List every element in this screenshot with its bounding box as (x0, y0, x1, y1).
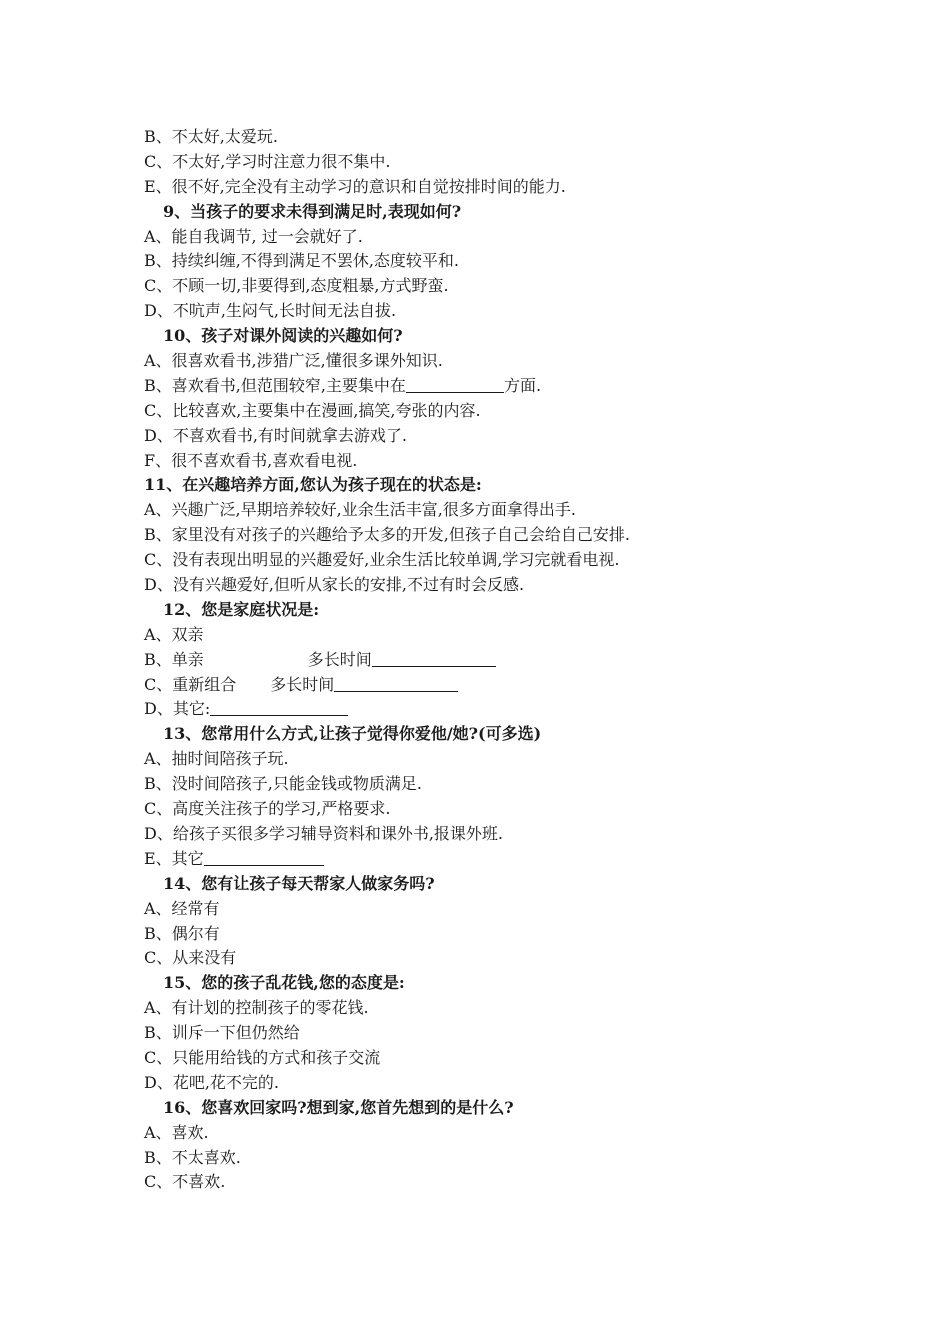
option-text: B、没时间陪孩子,只能金钱或物质满足. (144, 774, 422, 794)
answer-option (144, 274, 864, 299)
option-text: B、偶尔有 (144, 923, 220, 943)
answer-option (144, 1046, 864, 1071)
option-text: D、不喜欢看书,有时间就拿去游戏了. (144, 425, 408, 445)
option-text: E、很不好,完全没有主动学习的意识和自觉按排时间的能力. (144, 176, 566, 196)
option-text: C、没有表现出明显的兴趣爱好,业余生活比较单调,学习完就看电视. (144, 550, 620, 570)
question-heading (144, 324, 864, 349)
answer-option (144, 573, 864, 598)
answer-option (144, 897, 864, 922)
question-heading (144, 722, 864, 747)
question-heading (144, 598, 864, 623)
option-text: A、喜欢. (144, 1122, 209, 1142)
option-text: C、不顾一切,非要得到,态度粗暴,方式野蛮. (144, 276, 449, 296)
answer-option (144, 797, 864, 822)
option-text: B、不太好,太爱玩. (144, 127, 278, 146)
answer-option (144, 548, 864, 573)
option-text: D、不吭声,生闷气,长时间无法自拔. (144, 301, 397, 321)
question-heading (144, 872, 864, 897)
option-text: E、其它 (144, 848, 204, 868)
question-heading (144, 1096, 864, 1121)
option-text: C、比较喜欢,主要集中在漫画,搞笑,夸张的内容. (144, 400, 481, 420)
question-text: 14、您有让孩子每天帮家人做家务吗? (163, 873, 435, 893)
fill-in-blank[interactable] (204, 849, 324, 866)
answer-option (144, 225, 864, 250)
answer-option (144, 996, 864, 1021)
question-text: 9、当孩子的要求未得到满足时,表现如何? (163, 201, 462, 221)
answer-option (144, 349, 864, 374)
option-text: A、很喜欢看书,涉猎广泛,懂很多课外知识. (144, 351, 443, 371)
option-text: D、给孩子买很多学习辅导资料和课外书,报课外班. (144, 823, 504, 843)
answer-option (144, 299, 864, 324)
option-text: C、不太好,学习时注意力很不集中. (144, 151, 391, 171)
option-text: C、只能用给钱的方式和孩子交流 (144, 1047, 381, 1067)
answer-option (144, 772, 864, 797)
answer-option (144, 673, 864, 698)
fill-in-blank[interactable] (372, 650, 496, 667)
question-heading (144, 473, 864, 498)
answer-option (144, 922, 864, 947)
answer-option (144, 1121, 864, 1146)
answer-option (144, 697, 864, 722)
option-text: B、训斥一下但仍然给 (144, 1023, 300, 1043)
option-text: B、单亲 (144, 649, 204, 669)
option-text-suffix: 方面. (503, 375, 542, 395)
answer-option (144, 623, 864, 648)
duration-label: 多长时间 (270, 674, 335, 694)
answer-option (144, 747, 864, 772)
answer-option (144, 449, 864, 474)
option-text: C、从来没有 (144, 948, 237, 968)
question-heading (144, 200, 864, 225)
answer-option (144, 424, 864, 449)
option-text: A、抽时间陪孩子玩. (144, 749, 289, 769)
answer-option (144, 150, 864, 175)
answer-option (144, 648, 864, 673)
option-text: C、重新组合 (144, 674, 237, 694)
option-text: B、持续纠缠,不得到满足不罢休,态度较平和. (144, 251, 460, 271)
option-text: B、不太喜欢. (144, 1147, 241, 1167)
option-text: A、经常有 (144, 898, 220, 918)
answer-option (144, 399, 864, 424)
answer-option (144, 175, 864, 200)
questionnaire-body (144, 125, 864, 1195)
answer-option (144, 946, 864, 971)
answer-option (144, 523, 864, 548)
option-text: A、兴趣广泛,早期培养较好,业余生活丰富,很多方面拿得出手. (144, 500, 576, 520)
answer-option (144, 847, 864, 872)
fill-in-blank[interactable] (406, 376, 504, 393)
answer-option (144, 1170, 864, 1195)
option-text: A、双亲 (144, 624, 204, 644)
answer-option (144, 374, 864, 399)
option-text: A、能自我调节, 过一会就好了. (144, 226, 363, 246)
question-text: 15、您的孩子乱花钱,您的态度是: (163, 973, 405, 993)
answer-option (144, 1021, 864, 1046)
answer-option (144, 1146, 864, 1171)
option-text: F、很不喜欢看书,喜欢看电视. (144, 450, 358, 470)
option-text: D、没有兴趣爱好,但听从家长的安排,不过有时会反感. (144, 575, 525, 595)
option-text: D、其它: (144, 699, 211, 719)
option-text: A、有计划的控制孩子的零花钱. (144, 998, 369, 1018)
question-text: 12、您是家庭状况是: (163, 599, 320, 619)
fill-in-blank[interactable] (334, 675, 458, 692)
answer-option (144, 822, 864, 847)
option-text: B、家里没有对孩子的兴趣给予太多的开发,但孩子自己会给自己安排. (144, 525, 630, 545)
answer-option (144, 249, 864, 274)
answer-option (144, 1071, 864, 1096)
option-text: C、不喜欢. (144, 1172, 226, 1192)
duration-label: 多长时间 (307, 649, 372, 669)
option-text: C、高度关注孩子的学习,严格要求. (144, 799, 391, 819)
question-heading (144, 971, 864, 996)
question-text: 10、孩子对课外阅读的兴趣如何? (163, 326, 403, 346)
answer-option (144, 125, 864, 150)
fill-in-blank[interactable] (210, 699, 348, 716)
question-text: 11、在兴趣培养方面,您认为孩子现在的状态是: (144, 475, 482, 495)
question-text: 13、您常用什么方式,让孩子觉得你爱他/她?(可多选) (163, 724, 542, 744)
option-text: D、花吧,花不完的. (144, 1072, 280, 1092)
option-text: B、喜欢看书,但范围较窄,主要集中在 (144, 375, 406, 395)
answer-option (144, 498, 864, 523)
question-text: 16、您喜欢回家吗?想到家,您首先想到的是什么? (163, 1097, 514, 1117)
